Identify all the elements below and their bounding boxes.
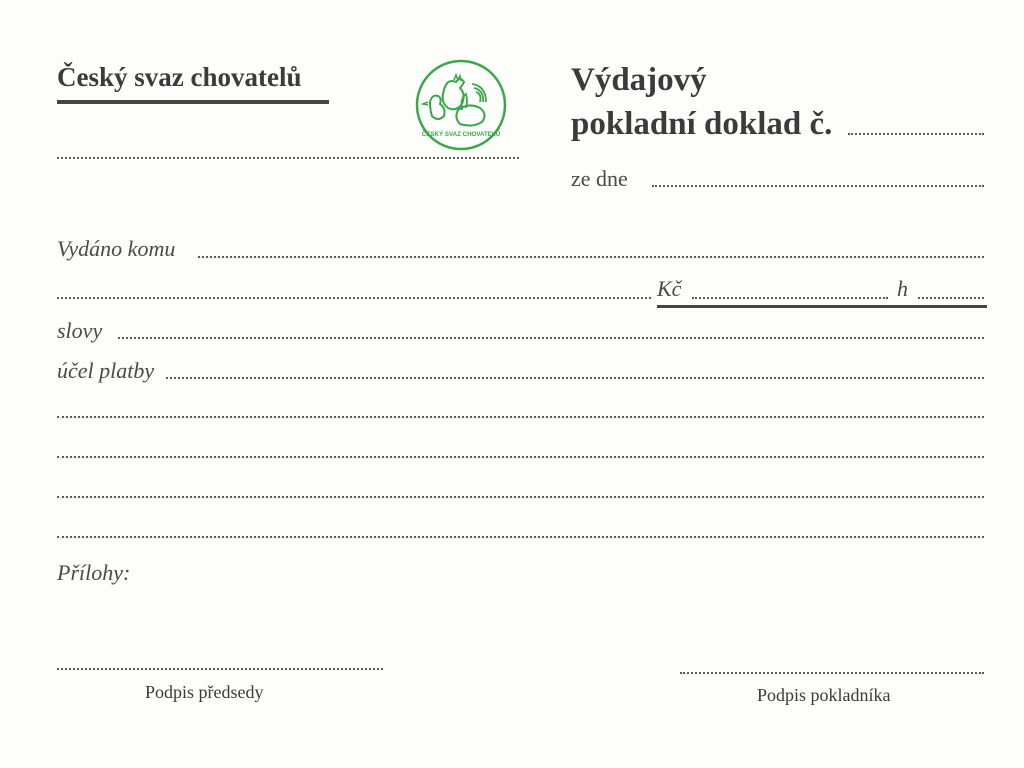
purpose-field-line2[interactable] [57,416,984,418]
svg-text:ČESKÝ SVAZ CHOVATELŮ: ČESKÝ SVAZ CHOVATELŮ [421,131,501,138]
cents-label: h [897,276,908,301]
in-words-field[interactable] [118,337,984,339]
organization-logo [414,58,508,152]
chairman-signature-line[interactable] [57,668,383,670]
chairman-signature-label: Podpis předsedy [145,682,264,702]
date-label: ze dne [571,166,628,191]
issued-to-label: Vydáno komu [57,236,176,261]
purpose-field[interactable] [166,377,984,379]
attachments-label: Přílohy: [57,560,131,585]
purpose-field-line4[interactable] [57,496,984,498]
purpose-label: účel platby [57,358,155,383]
document-title-line1: Výdajový [571,62,707,98]
issued-to-field[interactable] [198,256,984,258]
amount-crowns-field[interactable] [692,297,888,299]
organization-underline [57,100,329,104]
purpose-field-line5[interactable] [57,536,984,538]
amount-underline [657,305,987,308]
date-field[interactable] [652,185,984,187]
purpose-field-line3[interactable] [57,456,984,458]
document-title-line2: pokladní doklad č. [571,106,833,142]
amount-cents-field[interactable] [918,297,984,299]
organization-name: Český svaz chovatelů [57,62,302,92]
rooster-rabbit-logo-icon [414,58,508,152]
in-words-label: slovy [57,318,103,343]
issued-to-field-line2[interactable] [57,297,651,299]
document-number-field[interactable] [848,133,984,135]
cashier-signature-label: Podpis pokladníka [757,685,891,705]
cashier-signature-line[interactable] [680,672,984,674]
organization-detail-line [57,157,519,159]
currency-label: Kč [657,276,682,301]
